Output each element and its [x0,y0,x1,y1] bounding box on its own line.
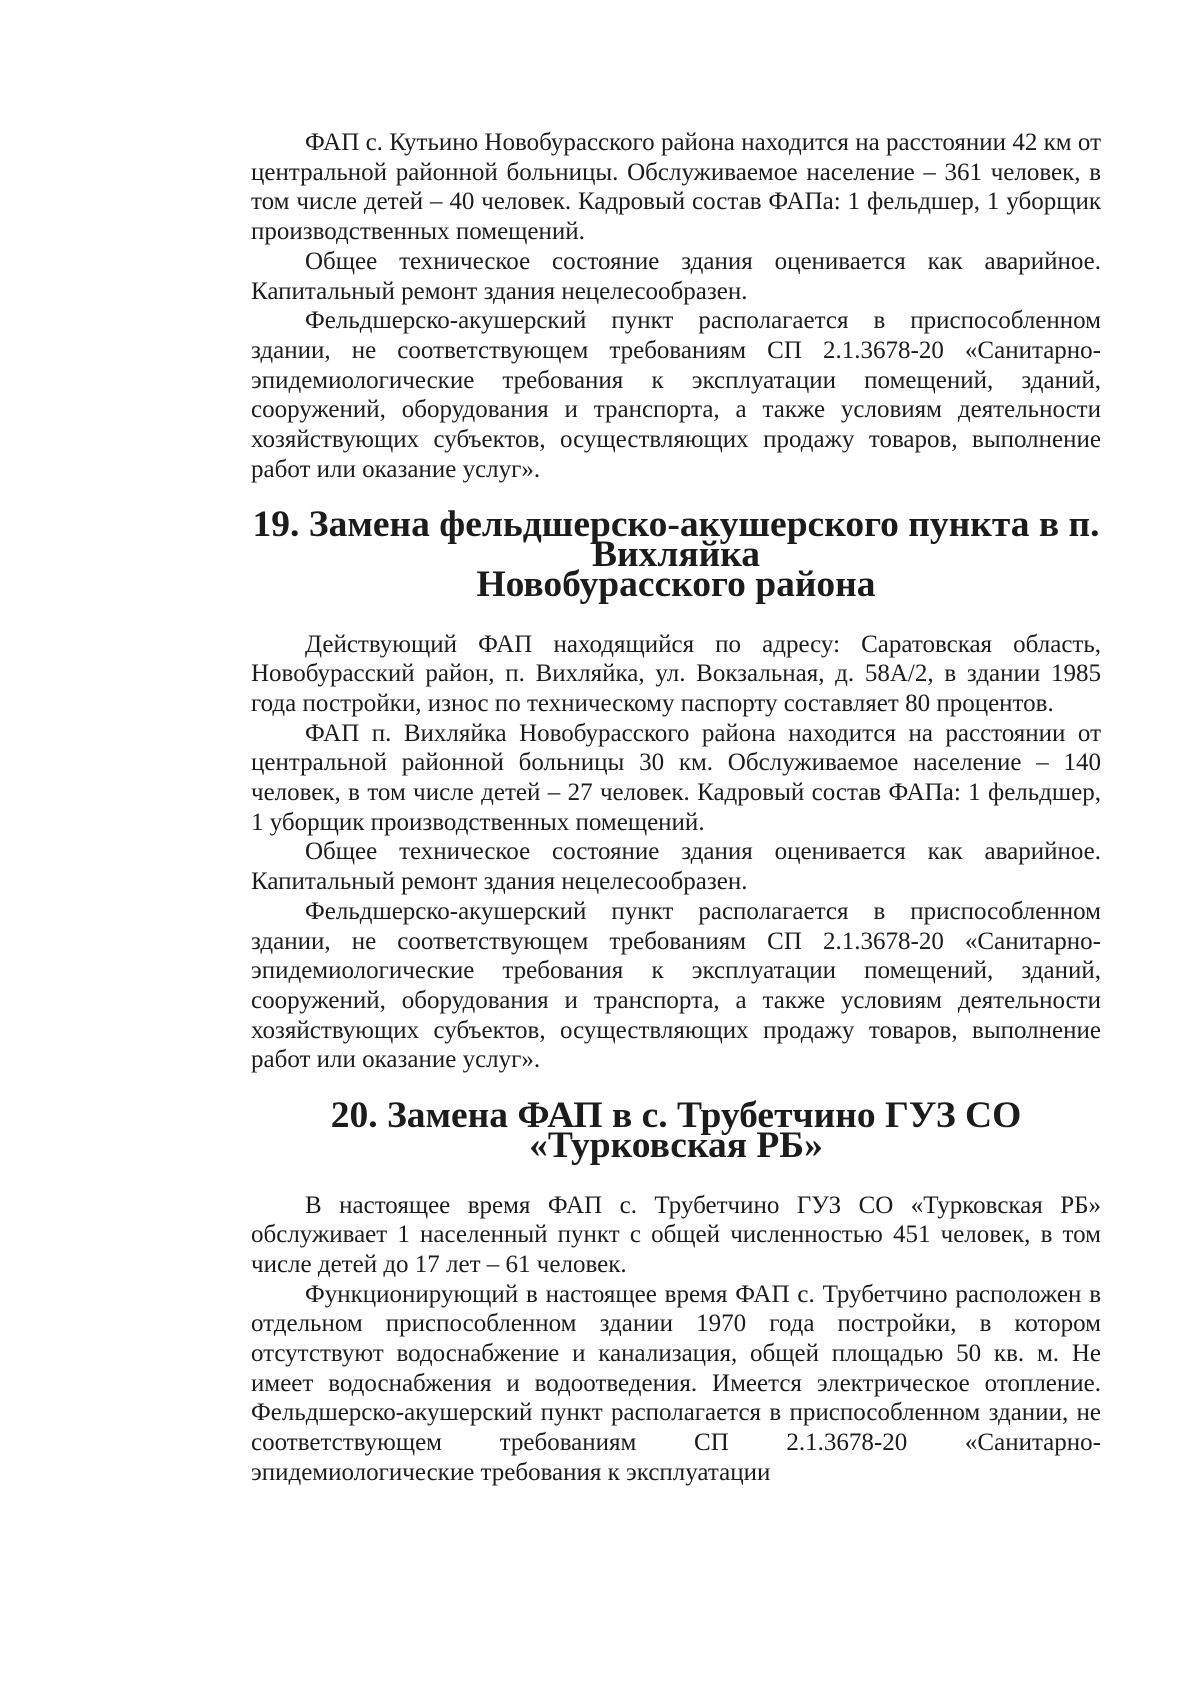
section-19-heading [251,504,1101,605]
paragraph-vikhlyaika-address: Действующий ФАП находящийся по адресу: Саратовская область, Новобурасский район, п. Вихляйка, ул. Вокзальная, д. 58А/2, в здании 1985 года постройки, износ по техническому паспорту составляет 80 процентов. [251,630,1101,717]
document-page [251,128,1101,1488]
section-19-heading-line2: Новобурасского района [476,563,876,605]
paragraph-trubetchino-service: В настоящее время ФАП с. Трубетчино ГУЗ СО «Турковская РБ» обслуживает 1 населенный пункт с общей численностью 451 человек, в том числе детей до 17 лет – 61 человек. [251,1191,1101,1278]
paragraph-vikhlyaika-condition: Общее техническое состояние здания оценивается как аварийное. Капитальный ремонт здания нецелесообразен. [251,838,1101,896]
paragraph-vikhlyaika-requirements: Фельдшерско-акушерский пункт располагается в приспособленном здании, не соответствующем требованиям СП 2.1.3678-20 «Санитарно-эпидемиологические требования к эксплуатации помещений, зданий, сооружений, оборудования и транспорта, а также условиям деятельности хозяйствующих субъектов, осуществляющих продажу товаров, выполнение работ или оказание услуг». [251,897,1101,1074]
section-19-heading-line1: 19. Замена фельдшерско-акушерского пункта в п. Вихляйка [252,504,1100,576]
paragraph-trubetchino-building: Функционирующий в настоящее время ФАП с. Трубетчино расположен в отдельном приспособленном здании 1970 года постройки, в котором отсутствуют водоснабжение и канализация, общей площадью 50 кв. м. Не имеет водоснабжения и водоотведения. Имеется электрическое отопление. Фельдшерско-акушерский пункт располагается в приспособленном здании, не соответствующем требованиям СП 2.1.3678-20 «Санитарно-эпидемиологические требования к эксплуатации [251,1280,1101,1486]
section-20-heading-line1: 20. Замена ФАП в с. Трубетчино ГУЗ СО «Турковская РБ» [330,1095,1022,1166]
paragraph-kutino-location: ФАП с. Кутьино Новобурасского района находится на расстоянии 42 км от центральной районной больницы. Обслуживаемое население – 361 человек, в том числе детей – 40 человек. Кадровый состав ФАПа: 1 фельдшер, 1 уборщик производственных помещений. [251,129,1101,246]
paragraph-vikhlyaika-location: ФАП п. Вихляйка Новобурасского района находится на расстоянии от центральной районной больницы 30 км. Обслуживаемое население – 140 человек, в том числе детей – 27 человек. Кадровый состав ФАПа: 1 фельдшер, 1 уборщик производственных помещений. [251,719,1101,836]
section-20-heading [251,1095,1101,1166]
paragraph-kutino-condition: Общее техническое состояние здания оценивается как аварийное. Капитальный ремонт здания нецелесообразен. [251,247,1101,305]
paragraph-kutino-requirements: Фельдшерско-акушерский пункт располагается в приспособленном здании, не соответствующем требованиям СП 2.1.3678-20 «Санитарно-эпидемиологические требования к эксплуатации помещений, зданий, сооружений, оборудования и транспорта, а также условиям деятельности хозяйствующих субъектов, осуществляющих продажу товаров, выполнение работ или оказание услуг». [251,307,1101,483]
